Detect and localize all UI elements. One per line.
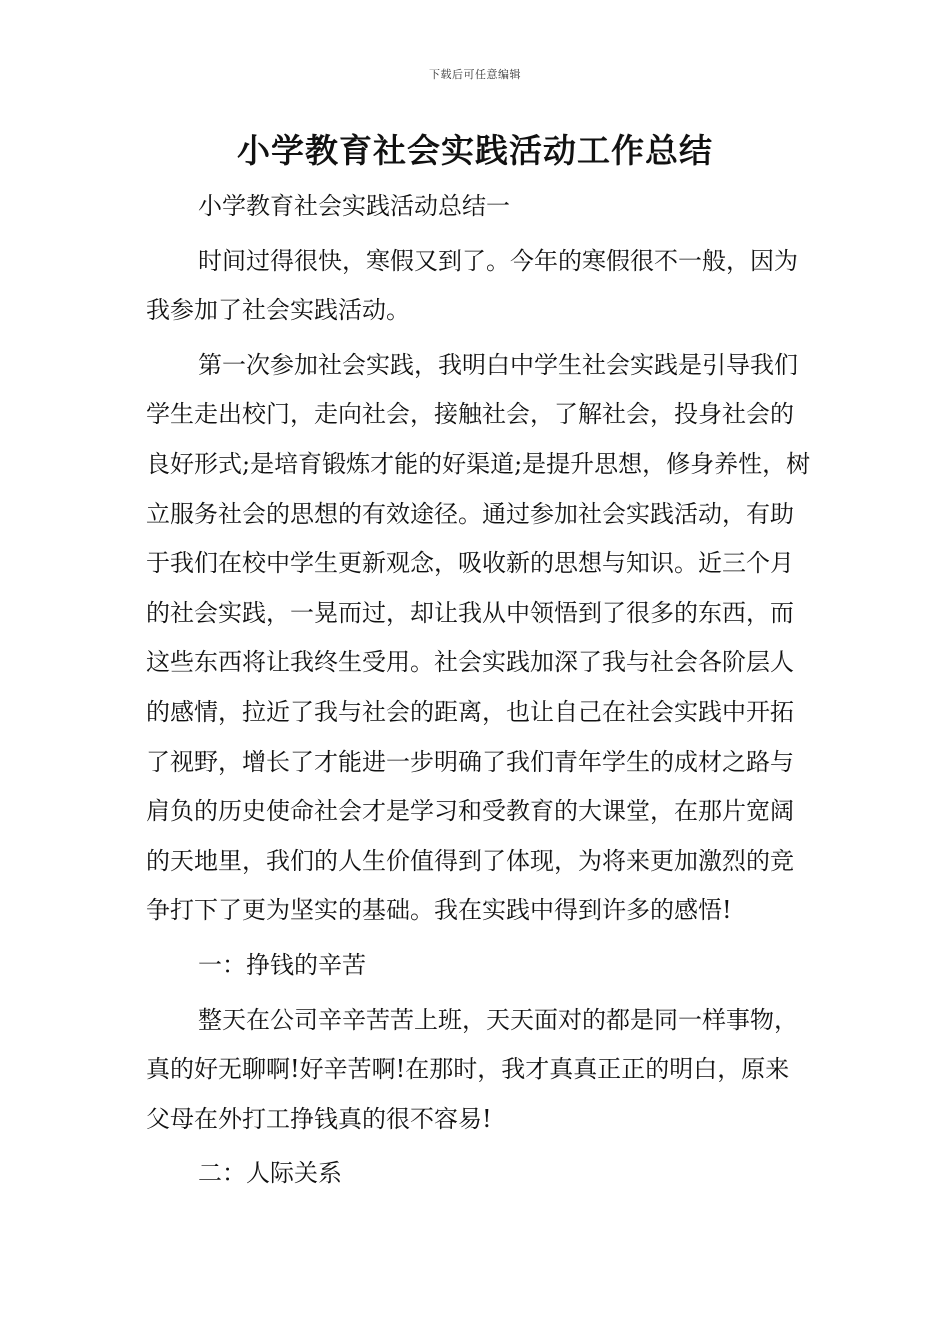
paragraph-earning: 整天在公司辛辛苦苦上班，天天面对的都是同一样事物，真的好无聊啊!好辛苦啊!在那时，我才真真正正的明白，原来父母在外打工挣钱真的很不容易! bbox=[146, 1005, 798, 1133]
header-note: 下载后可任意编辑 bbox=[429, 68, 521, 81]
section-heading-earning: 一：挣钱的辛苦 bbox=[198, 950, 366, 979]
section-heading-relations: 二：人际关系 bbox=[198, 1159, 342, 1188]
paragraph-intro: 时间过得很快，寒假又到了。今年的寒假很不一般，因为我参加了社会实践活动。 bbox=[146, 246, 798, 325]
document-body bbox=[146, 182, 812, 1199]
section-subtitle: 小学教育社会实践活动总结一 bbox=[198, 192, 510, 220]
paragraph-main: 第一次参加社会实践，我明白中学生社会实践是引导我们学生走出校门，走向社会，接触社会，了解社会，投身社会的良好形式;是培育锻炼才能的好渠道;是提升思想，修身养性，树立服务社会的思想的有效途径。通过参加社会实践活动，有助于我们在校中学生更新观念，吸收新的思想与知识。近三个月的社会实践，一晃而过，却让我从中领悟到了很多的东西，而这些东西将让我终生受用。社会实践加深了我与社会各阶层人的感情，拉近了我与社会的距离，也让自己在社会实践中开拓了视野，增长了才能进一步明确了我们青年学生的成材之路与肩负的历史使命社会才是学习和受教育的大课堂，在那片宽阔的天地里，我们的人生价值得到了体现，为将来更加激烈的竞争打下了更为坚实的基础。我在实践中得到许多的感悟! bbox=[146, 350, 811, 925]
document-title: 小学教育社会实践活动工作总结 bbox=[237, 131, 713, 170]
